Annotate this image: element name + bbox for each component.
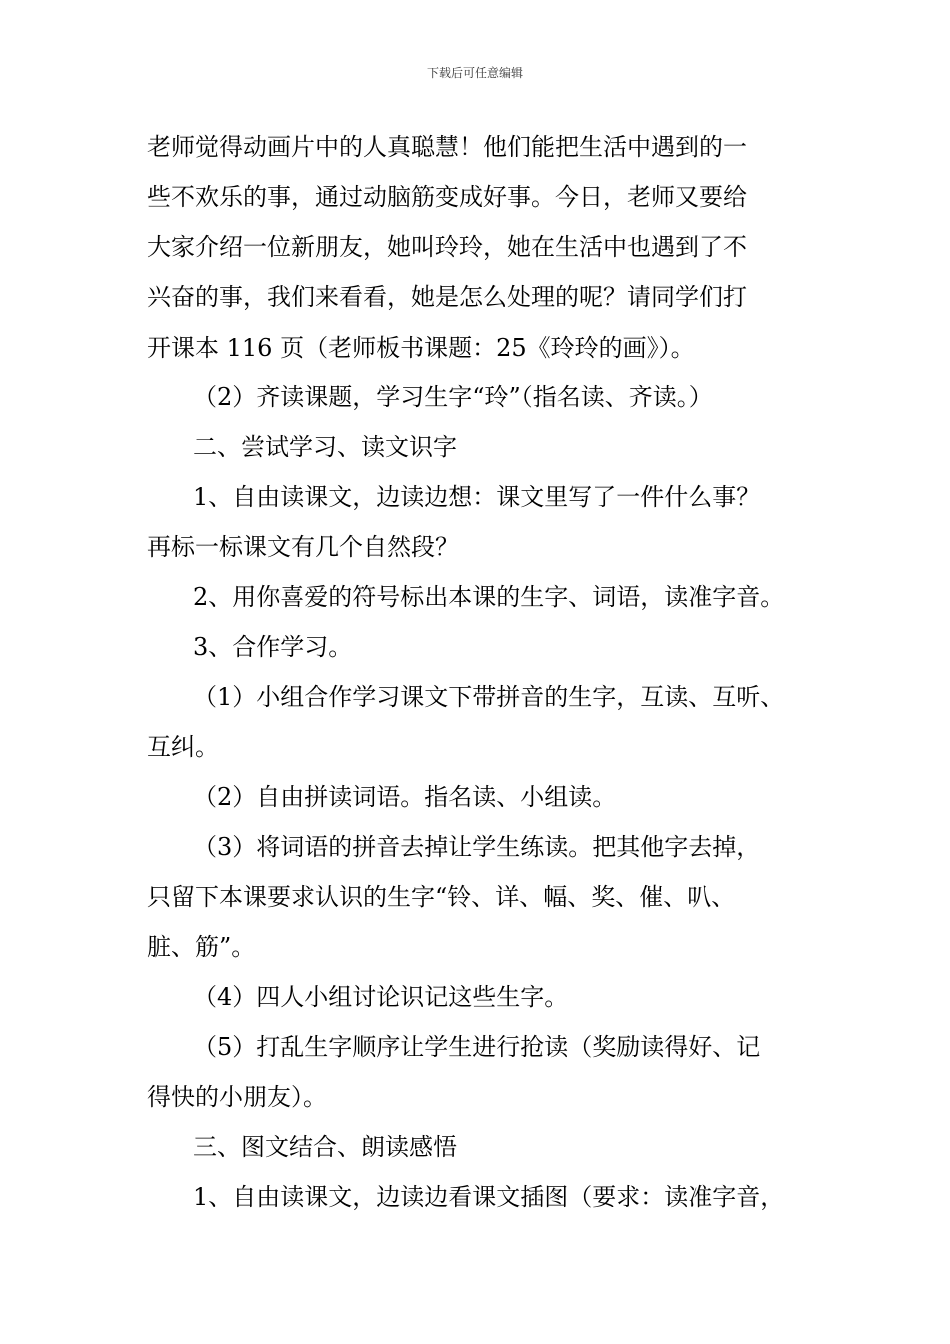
text-line: （1）小组合作学习课文下带拼音的生字，互读、互听、: [193, 683, 785, 711]
text-line: 只留下本课要求认识的生字“铃、详、幅、奖、催、叭、: [147, 883, 736, 911]
text-line: （2）自由拼读词语。指名读、小组读。: [193, 783, 617, 811]
text-line: 再标一标课文有几个自然段？: [147, 533, 459, 561]
text-line: 得快的小朋友）。: [147, 1083, 327, 1111]
text-line: 兴奋的事，我们来看看，她是怎么处理的呢？请同学们打: [147, 283, 747, 311]
text-line: 1、自由读课文，边读边想：课文里写了一件什么事？: [193, 483, 761, 511]
text-line: （5）打乱生字顺序让学生进行抢读（奖励读得好、记: [193, 1033, 761, 1061]
text-line: （2）齐读课题，学习生字“玲”（指名读、齐读。）: [193, 383, 713, 411]
text-line: 1、自由读课文，边读边看课文插图（要求：读准字音，: [193, 1183, 785, 1211]
text-line: （3）将词语的拼音去掉让学生练读。把其他字去掉，: [193, 833, 761, 861]
text-line: 脏、筋”。: [147, 933, 256, 961]
text-line: 开课本 116 页（老师板书课题：25《玲玲的画》）。: [147, 334, 695, 362]
text-line: 互纠。: [147, 733, 219, 761]
text-line: 大家介绍一位新朋友，她叫玲玲，她在生活中也遇到了不: [147, 233, 747, 261]
text-line: 老师觉得动画片中的人真聪慧！他们能把生活中遇到的一: [147, 133, 747, 161]
text-line: 些不欢乐的事，通过动脑筋变成好事。今日，老师又要给: [147, 183, 747, 211]
page-header: 下载后可任意编辑: [426, 66, 523, 80]
text-line: 3、合作学习。: [193, 633, 353, 661]
text-line: （4）四人小组讨论识记这些生字。: [193, 983, 569, 1011]
section-heading: 二、尝试学习、读文识字: [193, 433, 457, 461]
text-line: 2、用你喜爱的符号标出本课的生字、词语，读准字音。: [193, 583, 785, 611]
section-heading: 三、图文结合、朗读感悟: [193, 1133, 457, 1161]
